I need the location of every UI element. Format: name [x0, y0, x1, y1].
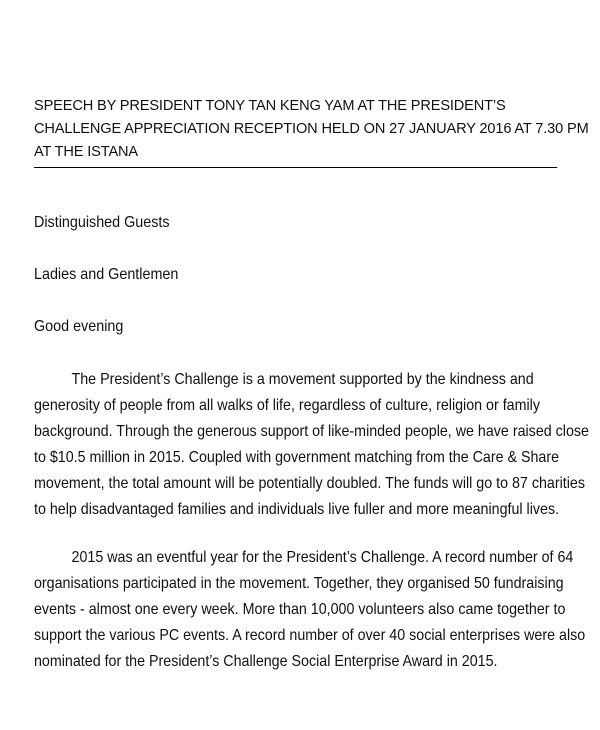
paragraph-line: to help disadvantaged families and individuals live fuller and more meaningful lives.	[34, 501, 560, 518]
speech-title-line: CHALLENGE APPRECIATION RECEPTION HELD ON 27 JANUARY 2016 AT 7.30 PM	[34, 120, 589, 137]
paragraph-line: 2015 was an eventful year for the President’s Challenge. A record number of 64	[71, 549, 574, 566]
salutation-good-evening: Good evening	[34, 318, 124, 335]
salutation-distinguished-guests: Distinguished Guests	[34, 214, 170, 231]
speech-title	[34, 94, 589, 168]
salutation-ladies-and-gentlemen: Ladies and Gentlemen	[34, 266, 179, 283]
paragraph-line: The President’s Challenge is a movement supported by the kindness and	[71, 371, 534, 388]
paragraph-line: generosity of people from all walks of life, regardless of culture, religion or family	[34, 397, 540, 414]
paragraph-line: support the various PC events. A record number of over 40 social enterprises were also	[34, 627, 586, 644]
speech-title-line: SPEECH BY PRESIDENT TONY TAN KENG YAM AT THE PRESIDENT’S	[34, 97, 506, 114]
paragraph-line: movement, the total amount will be potentially doubled. The funds will go to 87 charities	[34, 475, 585, 492]
paragraph-eventful-year	[34, 545, 586, 675]
paragraph-line: nominated for the President’s Challenge Social Enterprise Award in 2015.	[34, 653, 498, 670]
paragraph-line: background. Through the generous support of like-minded people, we have raised close	[34, 423, 589, 440]
paragraph-presidents-challenge	[34, 367, 589, 523]
speech-title-line: AT THE ISTANA	[34, 143, 138, 160]
paragraph-line: organisations participated in the movement. Together, they organised 50 fundraising	[34, 575, 564, 592]
paragraph-line: to $10.5 million in 2015. Coupled with government matching from the Care & Share	[34, 449, 560, 466]
paragraph-line: events - almost one every week. More than 10,000 volunteers also came together to	[34, 601, 566, 618]
